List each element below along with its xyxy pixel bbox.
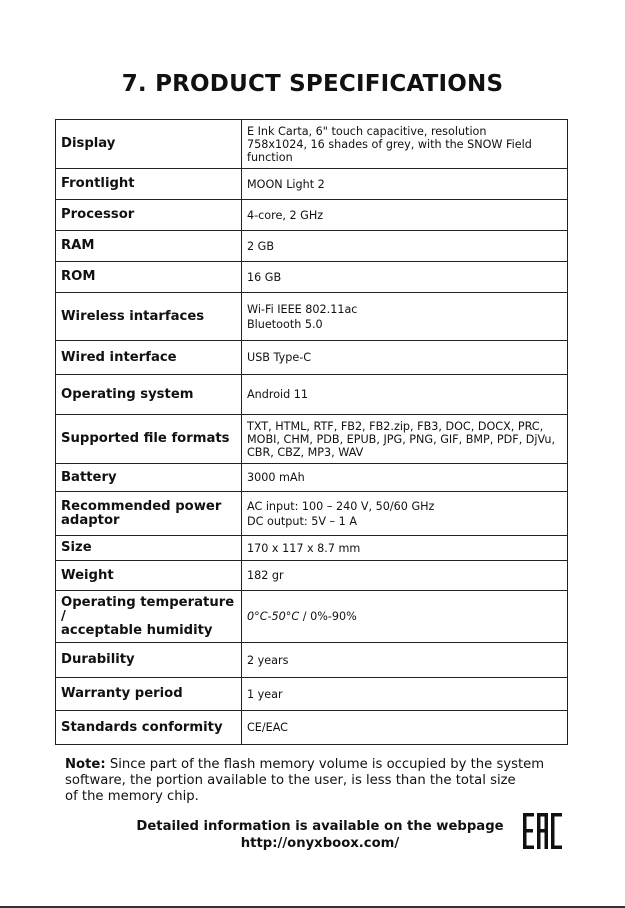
spec-key: ROM bbox=[56, 262, 242, 293]
spec-value: 2 years bbox=[242, 643, 568, 678]
spec-value: CE/EAC bbox=[242, 711, 568, 745]
spec-value: 4-core, 2 GHz bbox=[242, 200, 568, 231]
spec-value: Wi-Fi IEEE 802.11ac Bluetooth 5.0 bbox=[242, 293, 568, 341]
spec-row-warranty bbox=[56, 678, 568, 711]
spec-row-standards bbox=[56, 711, 568, 745]
spec-row-power-adaptor bbox=[56, 492, 568, 536]
webpage-info: Detailed information is available on the webpage http://onyxboox.com/ bbox=[120, 818, 520, 852]
spec-value: USB Type-C bbox=[242, 341, 568, 375]
spec-key: Wired interface bbox=[56, 341, 242, 375]
spec-row-weight bbox=[56, 561, 568, 591]
page-title: 7. PRODUCT SPECIFICATIONS bbox=[121, 71, 504, 97]
spec-key: Supported file formats bbox=[56, 415, 242, 464]
spec-value: AC input: 100 – 240 V, 50/60 GHz DC output: 5V – 1 A bbox=[242, 492, 568, 536]
spec-row-durability bbox=[56, 643, 568, 678]
spec-row-os bbox=[56, 375, 568, 415]
spec-key: Wireless intarfaces bbox=[56, 293, 242, 341]
spec-value: 0°C-50°C / 0%-90% bbox=[242, 591, 568, 643]
spec-row-processor bbox=[56, 200, 568, 231]
spec-value: 1 year bbox=[242, 678, 568, 711]
spec-row-battery bbox=[56, 464, 568, 492]
spec-key: Operating system bbox=[56, 375, 242, 415]
specifications-table bbox=[55, 119, 568, 745]
spec-value: MOON Light 2 bbox=[242, 169, 568, 200]
spec-key: Durability bbox=[56, 643, 242, 678]
spec-value: TXT, HTML, RTF, FB2, FB2.zip, FB3, DOC, DOCX, PRC, MOBI, CHM, PDB, EPUB, JPG, PNG, GIF, BMP, PDF, DjVu, CBR, CBZ, MP3, WAV bbox=[242, 415, 568, 464]
spec-value: 3000 mAh bbox=[242, 464, 568, 492]
spec-key: Display bbox=[56, 120, 242, 169]
spec-key: Battery bbox=[56, 464, 242, 492]
spec-key: Warranty period bbox=[56, 678, 242, 711]
spec-value: 16 GB bbox=[242, 262, 568, 293]
spec-row-rom bbox=[56, 262, 568, 293]
eac-certification-icon bbox=[522, 812, 564, 850]
spec-key: Frontlight bbox=[56, 169, 242, 200]
spec-row-wired bbox=[56, 341, 568, 375]
spec-value: E Ink Carta, 6" touch capacitive, resolution 758x1024, 16 shades of grey, with the SNOW Field function bbox=[242, 120, 568, 169]
spec-row-operating-temperature bbox=[56, 591, 568, 643]
spec-key: Operating temperature / acceptable humidity bbox=[56, 591, 242, 643]
spec-key: Weight bbox=[56, 561, 242, 591]
spec-value: 182 gr bbox=[242, 561, 568, 591]
spec-key: Standards conformity bbox=[56, 711, 242, 745]
website-link[interactable]: http://onyxboox.com/ bbox=[240, 836, 400, 851]
spec-value: Android 11 bbox=[242, 375, 568, 415]
spec-key: Size bbox=[56, 536, 242, 561]
spec-row-display bbox=[56, 120, 568, 169]
spec-value: 170 x 117 x 8.7 mm bbox=[242, 536, 568, 561]
spec-value: 2 GB bbox=[242, 231, 568, 262]
spec-key: Processor bbox=[56, 200, 242, 231]
spec-row-formats bbox=[56, 415, 568, 464]
spec-row-wireless bbox=[56, 293, 568, 341]
spec-row-frontlight bbox=[56, 169, 568, 200]
spec-row-size bbox=[56, 536, 568, 561]
spec-row-ram bbox=[56, 231, 568, 262]
memory-note: Note: Since part of the flash memory volume is occupied by the system software, the portion available to the user, is less than the total size of the memory chip. bbox=[65, 757, 545, 804]
note-label: Note: bbox=[65, 757, 106, 772]
spec-key: Recommended power adaptor bbox=[56, 492, 242, 536]
spec-key: RAM bbox=[56, 231, 242, 262]
